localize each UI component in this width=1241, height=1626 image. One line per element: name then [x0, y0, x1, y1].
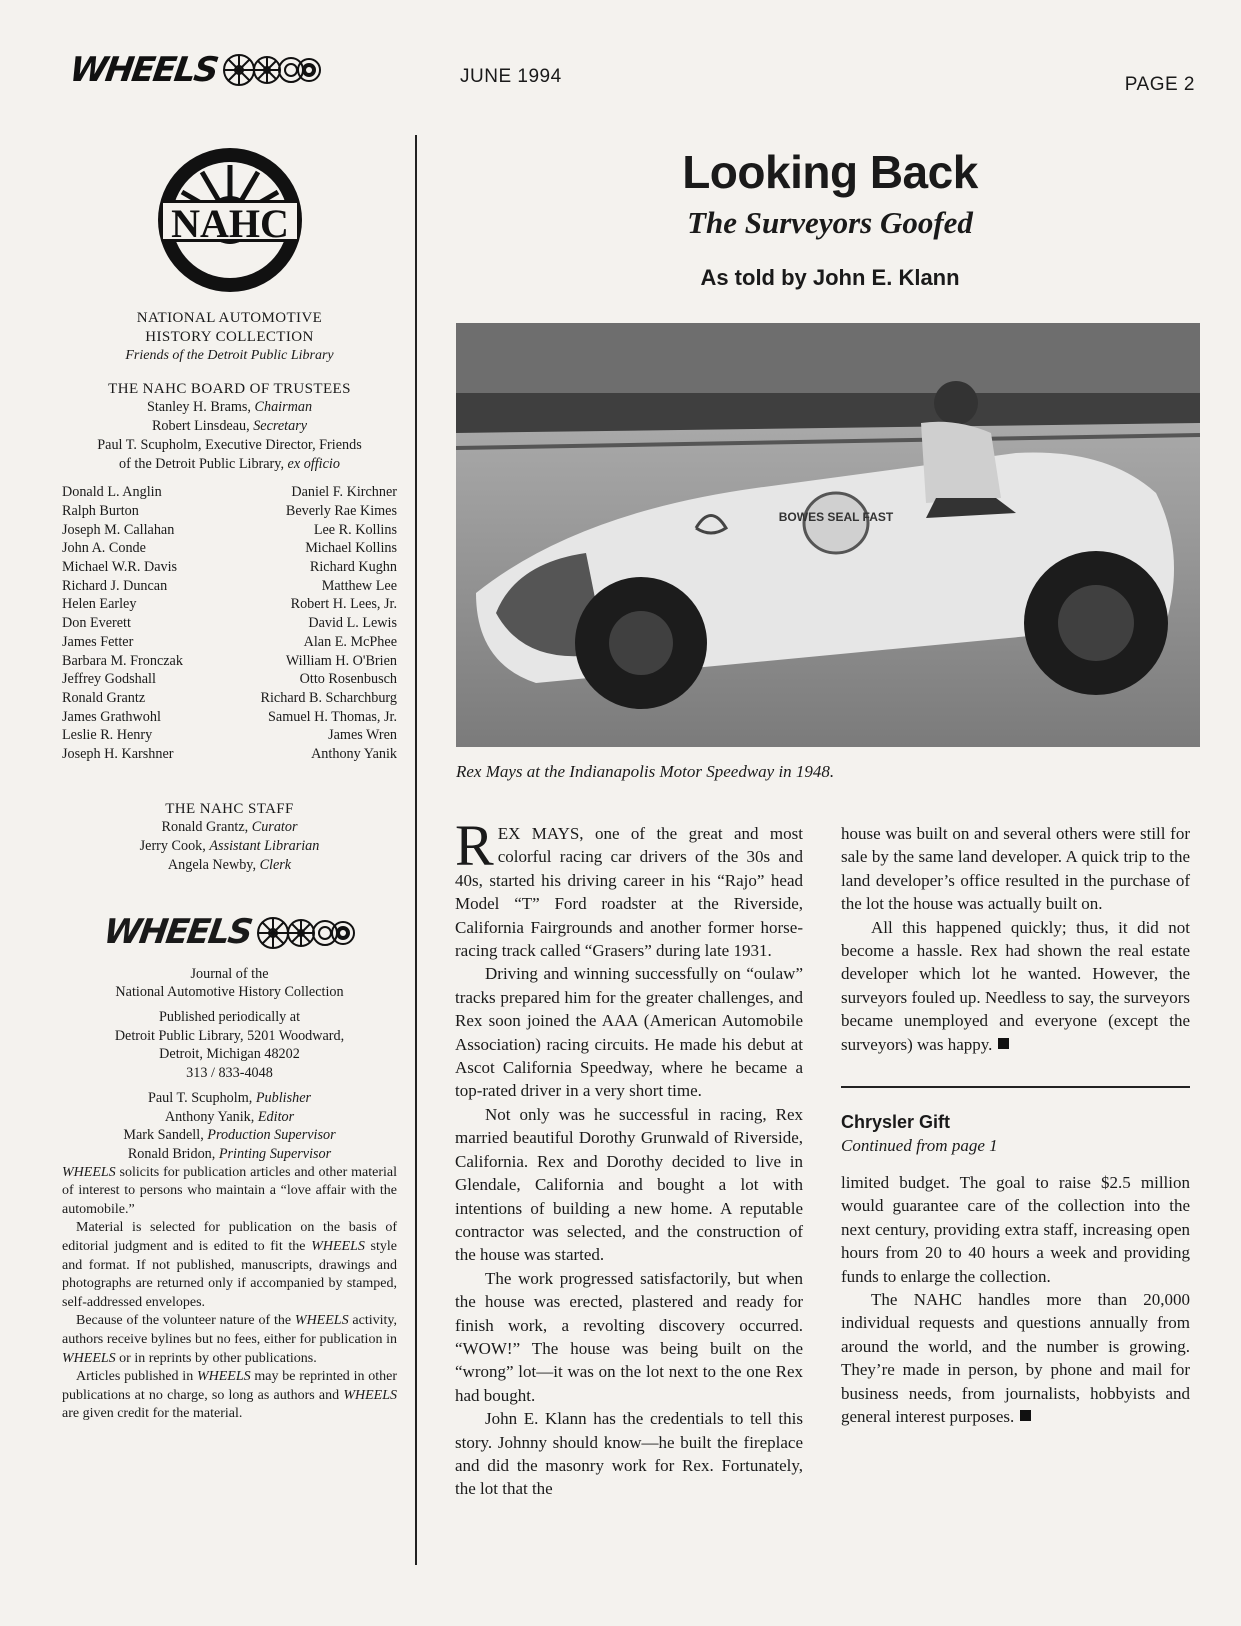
pub-line3: Detroit, Michigan 48202	[159, 1046, 300, 1063]
trustee-name: Richard Kughn	[309, 559, 397, 576]
nahc-logo-text: NAHC	[170, 201, 289, 246]
chairman-line: Stanley H. Brams, Chairman	[146, 399, 313, 416]
trustee-name: Helen Earley	[62, 596, 137, 613]
article-column-2	[841, 822, 1190, 1428]
org-name-line1: NATIONAL AUTOMOTIVE	[136, 310, 323, 326]
trustees-right-column	[261, 483, 397, 764]
exec-director-line2: of the Detroit Public Library, ex officio	[119, 455, 340, 472]
trustee-name: Lee R. Kollins	[313, 521, 397, 538]
staff-line: Angela Newby, Clerk	[167, 856, 292, 873]
org-subtitle: Friends of the Detroit Public Library	[125, 348, 334, 363]
trustee-name: Beverly Rae Kimes	[285, 502, 397, 519]
pub-line1: Published periodically at	[158, 1008, 301, 1025]
trustee-name: Daniel F. Kirchner	[291, 484, 397, 501]
end-mark-icon	[998, 1038, 1009, 1049]
trustees-left-column	[62, 483, 183, 764]
staff-line: Jerry Cook, Assistant Librarian	[139, 838, 320, 855]
trustee-name: James Wren	[328, 727, 397, 744]
issue-date: JUNE 1994	[460, 66, 562, 87]
trustee-name: James Grathwohl	[62, 708, 161, 725]
policy-paragraph: Because of the volunteer nature of the WHEELS activity, authors receive bylines but no fees, either for publication in WHEELS or in reprints by other publications.	[62, 1313, 397, 1366]
policy-paragraph: WHEELS solicits for publication articles and other material of interest to persons who maintain a “love affair with the automobile.”	[62, 1164, 397, 1217]
sidebar-title: Chrysler Gift	[841, 1111, 951, 1132]
credit-line: Paul T. Scupholm, Publisher	[147, 1089, 312, 1106]
trustee-name: Joseph M. Callahan	[62, 521, 175, 538]
page-number: PAGE 2	[1124, 74, 1195, 95]
wheels-logo-text: WHEELS	[67, 50, 220, 90]
trustee-name: Richard J. Duncan	[62, 577, 168, 594]
journal-line1: Journal of the	[190, 965, 269, 982]
trustee-name: Samuel H. Thomas, Jr.	[268, 708, 397, 725]
trustee-name: Richard B. Scharchburg	[260, 689, 397, 706]
trustee-name: Robert H. Lees, Jr.	[290, 596, 397, 613]
trustees-list	[62, 483, 397, 764]
trustee-name: David L. Lewis	[308, 615, 397, 632]
wheels-logo	[67, 50, 321, 90]
board-heading: THE NAHC BOARD OF TRUSTEES	[108, 380, 351, 397]
trustee-name: James Fetter	[62, 633, 134, 650]
sidebar-paragraph: The NAHC handles more than 20,000 individual requests and questions annually from around the world, and the number is growing. They’re made in person, by phone and mail for business needs, from journalists, hobbyists and general interest purposes.	[841, 1290, 1190, 1427]
article-subtitle: The Surveyors Goofed	[687, 205, 973, 240]
article-paragraph: house was built on and several others were still for sale by the same land developer. A quick trip to the land developer’s office resulted in the purchase of the lot the house was actually built on.	[841, 824, 1190, 914]
policy-paragraph: Articles published in WHEELS may be reprinted in other publications at no charge, so long as authors and WHEELS are given credit for the material.	[62, 1369, 397, 1422]
journal-logo	[62, 912, 397, 953]
trustee-name: Michael W.R. Davis	[62, 559, 178, 576]
article-paragraph: Driving and winning successfully on “oulaw” tracks prepared him for the greater challenges, and Rex soon joined the AAA (American Automobile Association) racing circuits. He made his debut at Ascot California Speedway, where he became a top-rated driver in a very short time.	[455, 964, 803, 1101]
article-byline: As told by John E. Klann	[700, 265, 960, 290]
race-car-photo	[456, 323, 1200, 747]
trustee-name: Joseph H. Karshner	[62, 746, 174, 763]
publication-info	[62, 965, 397, 1164]
credit-line: Ronald Bridon, Printing Supervisor	[127, 1145, 332, 1162]
photo-caption: Rex Mays at the Indianapolis Motor Speedway in 1948.	[456, 762, 835, 781]
org-name-line2: HISTORY COLLECTION	[145, 329, 314, 345]
article-paragraph: John E. Klann has the credentials to tell this story. Johnny should know—he built the fireplace and did the masonry work for Rex. Fortunately, the lot that the	[455, 1409, 803, 1499]
journal-line2: National Automotive History Collection	[115, 984, 344, 1001]
trustee-name: William H. O'Brien	[285, 652, 397, 669]
trustee-name: Alan E. McPhee	[303, 633, 397, 650]
wheels-logo-icon	[221, 52, 321, 88]
drop-cap: R	[455, 813, 494, 878]
editorial-policy	[62, 1164, 397, 1424]
policy-paragraph: Material is selected for publication on the basis of editorial judgment and is edited to fit the WHEELS style and format. If not published, manuscripts, drawings and photographs are returned only if accompanied by stamped, self-addressed envelopes.	[62, 1220, 397, 1310]
trustee-name: Anthony Yanik	[311, 746, 397, 763]
section-divider	[841, 1086, 1190, 1088]
masthead-column	[62, 145, 397, 1424]
staff-line: Ronald Grantz, Curator	[161, 819, 298, 836]
article-paragraph: Not only was he successful in racing, Rex married beautiful Dorothy Grunwald of Riverside, California. Rex and Dorothy decided to live in Glendale, California and bought a lot with intentions of building a new home. A reputable contractor was selected, and the construction of the house was started.	[455, 1104, 803, 1265]
car-sponsor-text: BOWES SEAL FAST	[778, 510, 894, 524]
trustee-name: John A. Conde	[62, 540, 146, 557]
sidebar-continued-note: Continued from page 1	[841, 1135, 998, 1155]
trustee-name: Otto Rosenbusch	[299, 671, 397, 688]
article-paragraph: REX MAYS, one of the great and most colorful racing car drivers of the 30s and 40s, started his driving career in his “Rajo” head Model “T” Ford roadster at the Riverside, California Fairgrounds and another former horse-racing track called “Grasers” during late 1931.	[455, 813, 803, 961]
credit-line: Mark Sandell, Production Supervisor	[123, 1127, 336, 1144]
sidebar-paragraph: limited budget. The goal to raise $2.5 million would guarantee care of the collection into the next century, providing extra staff, increasing open hours from 20 to 40 hours a week and providing funds to enlarge the collection.	[841, 1172, 1190, 1286]
nahc-logo	[155, 145, 305, 295]
trustee-name: Ronald Grantz	[62, 689, 146, 706]
exec-director-line1: Paul T. Scupholm, Executive Director, Friends	[97, 436, 362, 453]
trustee-name: Matthew Lee	[321, 577, 397, 594]
secretary-line: Robert Linsdeau, Secretary	[151, 418, 308, 435]
article-title: Looking Back	[682, 146, 978, 198]
column-divider	[415, 135, 417, 1565]
trustee-name: Jeffrey Godshall	[62, 671, 156, 688]
trustee-name: Leslie R. Henry	[62, 727, 153, 744]
credit-line: Anthony Yanik, Editor	[164, 1108, 295, 1125]
staff-heading: THE NAHC STAFF	[165, 800, 294, 817]
article-paragraph: The work progressed satisfactorily, but when the house was erected, plastered and ready for finish work, a revolting discovery occurred. “WOW!” The house was being built on the “wrong” lot—it was on the lot next to the one Rex had bought.	[455, 1268, 803, 1405]
pub-line2: Detroit Public Library, 5201 Woodward,	[114, 1027, 345, 1044]
journal-logo-text: WHEELS	[101, 912, 254, 953]
trustee-name: Ralph Burton	[62, 502, 139, 519]
trustee-name: Michael Kollins	[305, 540, 397, 557]
article-paragraph: All this happened quickly; thus, it did not become a hassle. Rex had shown the real estate developer which lot he wanted. However, the surveyors fouled up. Needless to say, the surveyors became unemployed and everyone (except the surveyors) was happy.	[841, 917, 1190, 1054]
pub-phone: 313 / 833-4048	[186, 1065, 273, 1082]
article-column-1	[455, 813, 803, 1501]
trustee-name: Donald L. Anglin	[62, 484, 162, 501]
trustee-name: Don Everett	[62, 615, 131, 632]
journal-logo-icon	[255, 915, 355, 951]
trustee-name: Barbara M. Fronczak	[62, 652, 183, 669]
end-mark-icon	[1020, 1410, 1031, 1421]
